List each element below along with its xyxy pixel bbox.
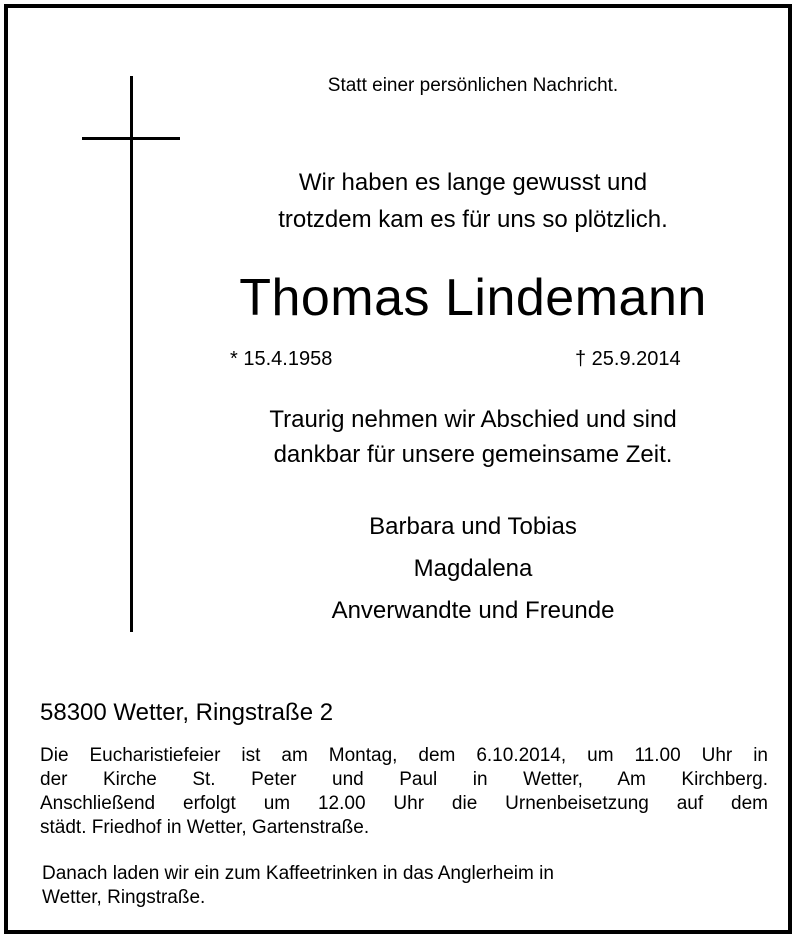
address: 58300 Wetter, Ringstraße 2	[40, 699, 334, 726]
service-info	[40, 744, 768, 840]
intro-line: Statt einer persönlichen Nachricht.	[327, 75, 619, 96]
family-list	[158, 506, 788, 632]
cross-icon	[130, 76, 133, 632]
coffee-line: Danach laden wir ein zum Kaffeetrinken in das Anglerheim in	[42, 863, 554, 884]
quote-line: trotzdem kam es für uns so plötzlich.	[278, 206, 668, 233]
deceased-name: Thomas Lindemann	[239, 269, 707, 327]
quote	[158, 164, 788, 238]
service-line: städt. Friedhof in Wetter, Gartenstraße.	[40, 817, 370, 838]
service-line: Die Eucharistiefeier ist am Montag, dem 6.10.2014, um 11.00 Uhr in	[40, 745, 768, 766]
family-member: Barbara und Tobias	[369, 513, 577, 540]
obituary-frame	[4, 4, 792, 934]
cross-icon-bar	[82, 137, 180, 140]
family-member: Magdalena	[413, 555, 533, 582]
death-date: † 25.9.2014	[575, 348, 681, 370]
quote-line: Wir haben es lange gewusst und	[298, 169, 648, 196]
family-member: Anverwandte und Freunde	[331, 597, 615, 624]
birth-date: * 15.4.1958	[230, 348, 333, 370]
mourning-text	[158, 402, 788, 472]
coffee-line: Wetter, Ringstraße.	[42, 887, 206, 908]
service-line: Anschließend erfolgt um 12.00 Uhr die Urnenbeisetzung auf dem	[40, 793, 768, 814]
coffee-invitation	[42, 862, 742, 910]
service-line: der Kirche St. Peter und Paul in Wetter, Am Kirchberg.	[40, 769, 768, 790]
mourning-line: Traurig nehmen wir Abschied und sind	[269, 406, 677, 433]
mourning-line: dankbar für unsere gemeinsame Zeit.	[273, 441, 673, 468]
